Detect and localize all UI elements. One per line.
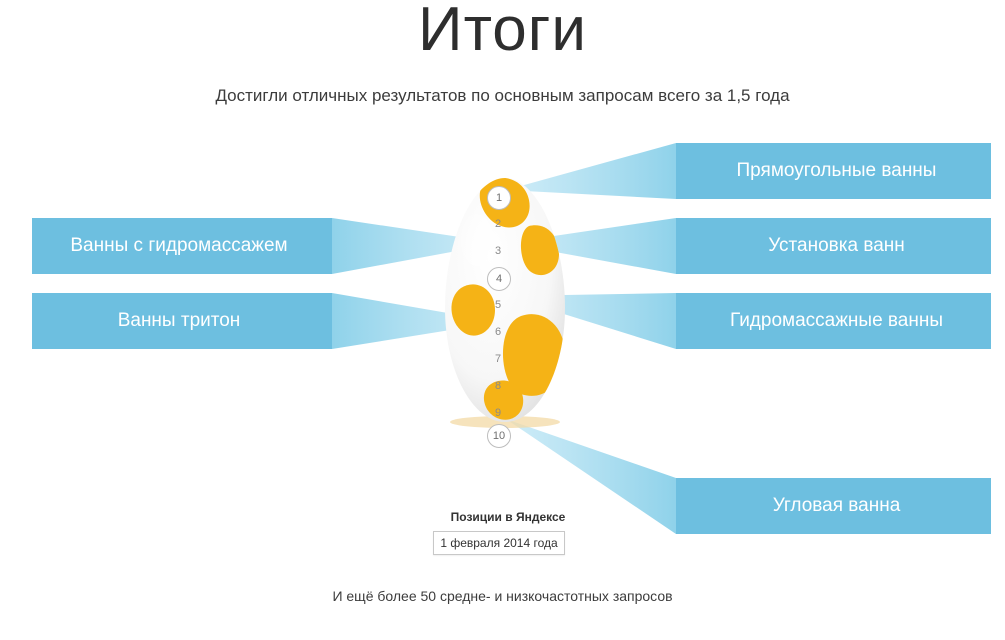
page-title: Итоги — [418, 0, 587, 64]
position-8: 8 — [494, 380, 502, 392]
position-10: 10 — [487, 424, 511, 448]
position-4: 4 — [487, 267, 511, 291]
label-baths-with-hydromassage[interactable]: Ванны с гидромассажем — [32, 218, 332, 274]
position-6: 6 — [494, 326, 502, 338]
label-triton-baths[interactable]: Ванны тритон — [32, 293, 332, 349]
legend-date-box: 1 февраля 2014 года — [433, 531, 565, 555]
page-footnote: И ещё более 50 средне- и низкочастотных запросов — [332, 588, 673, 604]
position-2: 2 — [494, 218, 502, 230]
legend-title: Позиции в Яндексе — [450, 510, 566, 524]
page-subtitle: Достигли отличных результатов по основным запросам всего за 1,5 года — [215, 86, 790, 105]
position-1: 1 — [487, 186, 511, 210]
position-scale — [487, 186, 521, 442]
position-3: 3 — [494, 245, 502, 257]
label-hydromassage-baths[interactable]: Гидромассажные ванны — [676, 293, 991, 349]
label-bath-installation[interactable]: Установка ванн — [676, 218, 991, 274]
position-9: 9 — [494, 407, 502, 419]
label-rectangular-baths[interactable]: Прямоугольные ванны — [676, 143, 991, 199]
position-7: 7 — [494, 353, 502, 365]
position-5: 5 — [494, 299, 502, 311]
label-corner-bath[interactable]: Угловая ванна — [676, 478, 991, 534]
